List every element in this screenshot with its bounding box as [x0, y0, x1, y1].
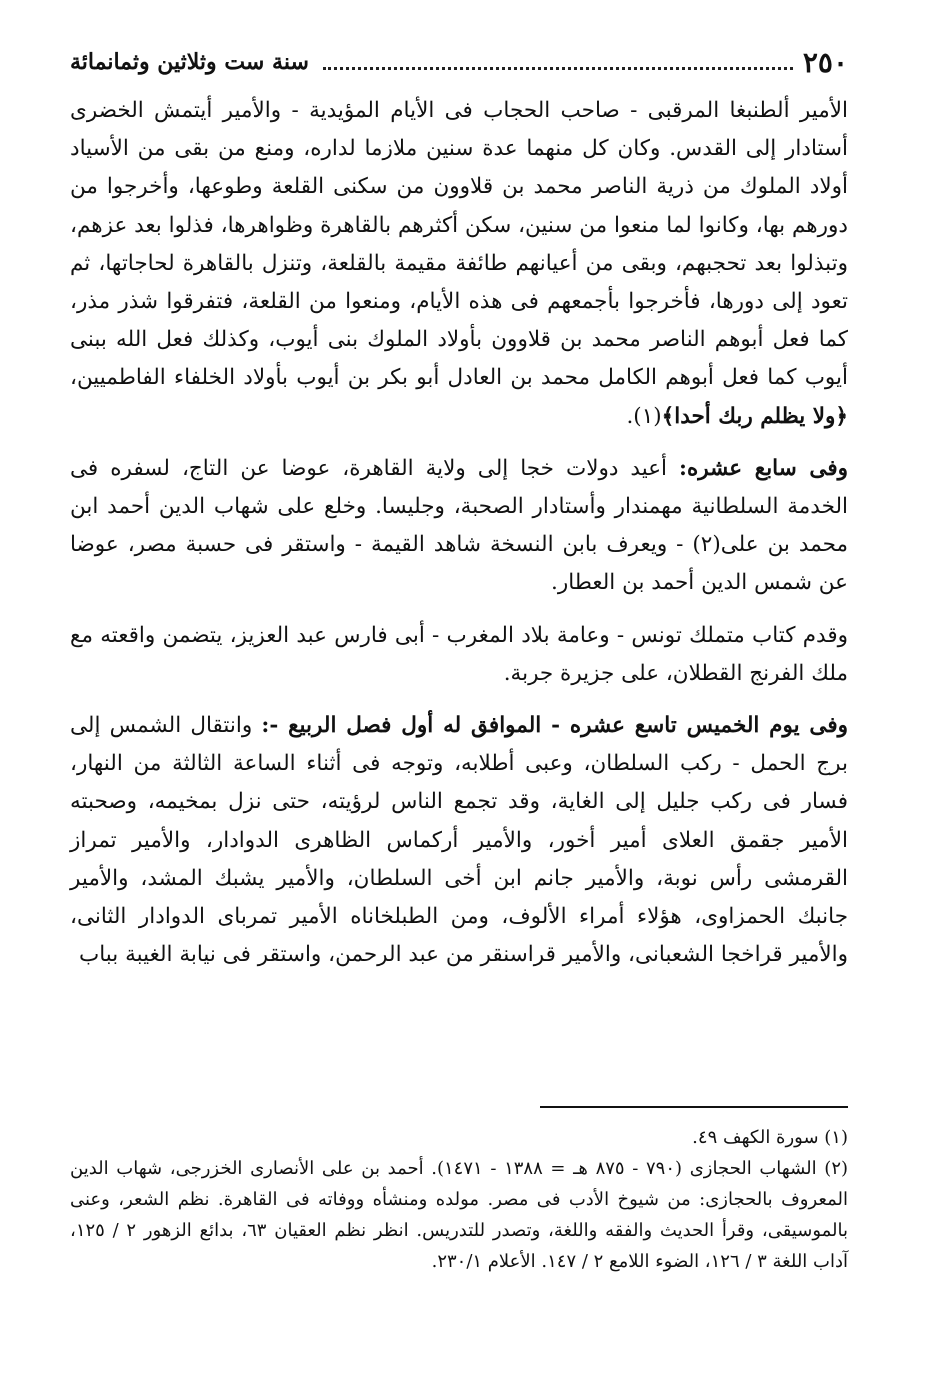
quran-footnote-ref: (١). — [626, 403, 662, 429]
paragraph-2-text: أعيد دولات خجا إلى ولاية القاهرة، عوضا عن التاج، لسفره فى الخدمة السلطانية مهمندار وأستادار الصحبة، وجليسا. وخلع على شهاب الدين أحمد ابن محمد بن على(٢) - ويعرف بابن النسخة شاهد القيمة - واستقر فى حسبة مصر، عوضا عن شمس الدين أحمد بن العطار. — [70, 455, 848, 596]
paragraph-1 — [70, 92, 848, 436]
paragraph-4 — [70, 707, 848, 974]
footnote-2: (٢) الشهاب الحجازى (٧٩٠ - ٨٧٥ هـ = ١٣٨٨ - ١٤٧١). أحمد بن على الأنصارى الخزرجى، شهاب الدين المعروف بالحجازى: من شيوخ الأدب فى مصر. مولده ومنشأه ووفاته فى القاهرة. نظم الشعر، وعنى بالموسيقى، وقرأ الحديث والفقه واللغة، وتصدر للتدريس. انظر نظم العقيان ٦٣، بدائع الزهور ٢ / ١٢٥، آداب اللغة ٣ / ١٢٦، الضوء اللامع ٢ / ١٤٧. الأعلام ٢٣٠/١. — [70, 1158, 849, 1272]
book-page — [70, 30, 848, 1360]
page-number: ٢٥٠ — [802, 45, 848, 79]
running-head — [70, 42, 848, 82]
paragraph-3 — [70, 617, 848, 693]
quran-quote: ﴿ولا يظلم ربك أحدا﴾ — [661, 403, 848, 429]
leader-dots — [323, 67, 793, 70]
paragraph-1-text: الأمير ألطنبغا المرقبى - صاحب الحجاب فى الأيام المؤيدية - والأمير أيتمش الخضرى أستادار إلى القدس. وكان كل منهما عدة سنين ملازما لداره، ومنع من بقى من الأسياد أولاد الملوك من ذرية الناصر محمد بن قلاوون من سكنى القلعة وطوعها، وأخرجوا من دورهم بها، وكانوا لما منعوا من سنين، سكن أكثرهم بالقاهرة وظواهرها، فذلوا بعد عزهم، وتبذلوا بعد تحجبهم، وبقى من أعيانهم طائفة مقيمة بالقلعة، وتنزل بالقاهرة لحاجاتها، ثم تعود إلى دورها، فأخرجوا بأجمعهم فى هذه الأيام، ومنعوا من القلعة، فتفرقوا شذر مذر، كما فعل أبوهم الناصر محمد بن قلاوون بأولاد الملوك بنى أيوب، وكذلك فعل الله ببنى أيوب كما فعل أبوهم الكامل محمد بن العادل أبو بكر بن أيوب بأولاد الخلفاء الفاطميين، — [70, 98, 848, 391]
footnote-divider — [540, 1106, 848, 1108]
running-title: سنة ست وثلاثين وثمانمائة — [70, 49, 309, 75]
footnote-1: (١) سورة الكهف ٤٩. — [692, 1127, 848, 1148]
paragraph-2-lead: وفى سابع عشره: — [679, 455, 848, 481]
paragraph-2 — [70, 450, 848, 603]
paragraph-4-lead: وفى يوم الخميس تاسع عشره - الموافق له أول فصل الربيع -: — [261, 713, 848, 739]
paragraph-3-text: وقدم كتاب متملك تونس - وعامة بلاد المغرب - أبى فارس عبد العزيز، يتضمن واقعته مع ملك الفرنج القطلان، على جزيرة جربة. — [70, 622, 848, 686]
body-text — [70, 92, 848, 988]
paragraph-4-text: وانتقال الشمس إلى برج الحمل - ركب السلطان، وعبى أطلابه، وتوجه فى أثناء الساعة الثالثة من النهار، فسار فى ركب جليل إلى الغاية، وقد تجمع الناس لرؤيته، حتى نزل بمخيمه، وصحبته الأمير جقمق العلاى أمير أخور، والأمير أركماس الظاهرى الدوادار، والأمير تمراز القرمشى رأس نوبة، والأمير جانم ابن أخى السلطان، والأمير يشبك المشد، والأمير جانبك الحمزاوى، هؤلاء أمراء الألوف، ومن الطبلخاناه الأمير تمرباى الدوادار الثانى، والأمير قراخجا الشعبانى، والأمير قراسنقر من عبد الرحمن، واستقر فى نيابة الغيبة بباب — [70, 713, 848, 968]
footnotes — [70, 1122, 848, 1277]
